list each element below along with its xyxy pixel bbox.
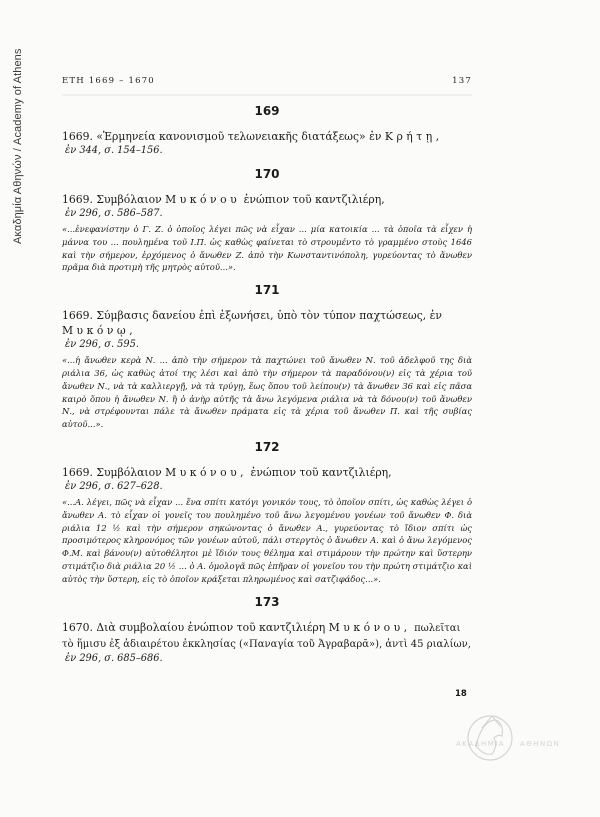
quotation: «...ἡ ἄνωθεν κερὰ Ν. ... ἀπὸ τὴν σήμερον τὰ παχτώνει τοῦ ἄνωθεν Ν. τοῦ ἀδελφοῦ της διὰ ριάλια 36, ὡς καθὼς ἀτοί της λέσι καὶ ἀπὸ τὴν σήμερον τὰ παραδόνου(ν) εἰς τὰ χέρια τοῦ ἄνωθεν Ν., νὰ τὰ καλλιεργῇ, νὰ τὰ τρύγῃ, ἕως ὅπου τοῦ λείπου(ν) τὰ ἄνωθεν 36 καὶ εἰς πᾶσα καιρὸ ὅπου ἡ ἄνωθεν Ν. ἢ ὁ ἀνὴρ αὐτῆς τὰ ἄνω λεγόμενα ριάλια νὰ τὰ δόνου(ν) τοῦ ἄνωθεν Ν., νὰ στρέφουνται πάλε τὰ ἄνωθεν πράματα εἰς τὰ χέρια τοῦ ἄνωθεν Π. καὶ τῆς συβίας αὐτοῦ...». <box>62 355 472 430</box>
place-name: Μυκόνῳ, <box>62 324 137 338</box>
entry-text: 1669. Συμβόλαιον Μυκόνου, ἐνώπιον τοῦ καντζιλιέρη, <box>62 465 392 479</box>
section-173 <box>62 595 472 666</box>
academy-logo-icon <box>452 706 572 776</box>
entry-text: 1669. «Ἑρμηνεία κανονισμοῦ τελωνειακῆς διατάξεως» ἐν Κρήτῃ, <box>62 130 443 143</box>
section-169 <box>62 104 472 158</box>
entry-text: 1670. Διὰ συμβολαίου ἐνώπιον τοῦ καντζιλιέρη Μυκόνου, πωλεῖται τὸ ἥμισυ ἐξ ἀδιαιρέτου ἐκκλησίας («Παναγία τοῦ Ἀγραβαρᾶ»), ἀντὶ 45 ριαλίων, <box>62 620 471 650</box>
logo-text-left: ΑΚΑΔΗΜΙΑ <box>456 740 506 748</box>
side-watermark: Ακαδημία Αθηνών / Academy of Athens <box>12 48 24 244</box>
section-171 <box>62 283 472 431</box>
section-170 <box>62 167 472 274</box>
section-number: 173 <box>254 594 280 609</box>
place-name: Μυκόνου <box>165 193 241 206</box>
entries <box>62 98 472 666</box>
header-title: ΕΤΗ 1669 – 1670 <box>62 76 155 86</box>
entry-text: 1669. Συμβόλαιον Μυκόνου ἐνώπιον τοῦ καντζιλιέρη, <box>62 193 385 206</box>
quotation: «...ἐνεφανίστην ὁ Γ. Ζ. ὁ ὁποῖος λέγει πῶς νὰ εἶχαν ... μία κατοικία ... τὰ ὁποῖα τὰ εἶχεν ἡ μάννα του ... πουλημένα τοῦ Ι.Π. ὡς καθὼς φαίνεται τὸ στρουμέντο τὸ γραμμένο στοὺς 1646 καὶ τὴν σήμερον, ἐρχόμενος ὁ ἄνωθεν Ζ. ἀπὸ τὴν Κωνσταντινόπολη, γυρεύοντας τὸ ἄνωθεν πρᾶμα διὰ προτιμὴ τῆς μητρὸς αὐτοῦ...». <box>62 224 472 273</box>
running-header <box>62 76 472 86</box>
reference: ἐν 296, σ. 685–686. <box>65 652 163 664</box>
place-name: Μυκόνου, <box>328 620 411 634</box>
header-rule <box>62 94 472 96</box>
reference: ἐν 296, σ. 595. <box>65 339 139 351</box>
quotation: «...Α. λέγει, πῶς νὰ εἶχαν ... ἕνα σπίτι κατόγι γονικόν τους, τὸ ὁποῖον σπίτι, ὡς καθὼς λέγει ὁ ἄνωθεν Α. τὸ εἶχαν οἱ γονεῖς του πουλημένο τοῦ ἄνω λεγομένου γονέων τοῦ ἄνωθεν Φ. διὰ ριάλια 12 ½ καὶ τὴν σήμερον σηκώνοντας ὁ ἄνωθεν Α., γυρεύοντας τὸ ἴδιον σπίτι ὡς προσιμότερος κληρονόμος τῶν γονέων αὐτοῦ, πάλι στεργτὸς ὁ ἄνωθεν Α. καὶ ὁ ἄνω λεγόμενος Φ.Μ. καὶ βάνου(ν) αὐτοθέλητοι μὲ ἴδιόν τους θέλημα καὶ στιμάρουν τὴν πρώτην καὶ ὕστερην στιμάτζιο διὰ ριάλια 20 ½ ... ὁ Α. ὁμολογᾶ πῶς ἐπῆραν οἱ γονεῖου του τὴν πρώτη στιμάτζιο καὶ αὐτὸς τὴν ὕστερη, εἰς τὸ ὁποῖον κράξεται πληρωμένος καὶ σατζιφάδος...». <box>62 496 472 584</box>
signature-number: 18 <box>455 689 467 699</box>
section-number: 170 <box>254 167 280 181</box>
section-number: 169 <box>254 104 280 118</box>
page-number: 137 <box>452 76 472 86</box>
reference: ἐν 344, σ. 154–156. <box>65 145 163 156</box>
logo-text-right: ΑΘΗΝΩΝ <box>520 740 561 748</box>
entry-text: 1669. Σύμβασις δανείου ἐπὶ ἐξωνήσει, ὑπὸ τὸν τύπον παχτώσεως, ἐν Μυκόνῳ, <box>62 309 442 338</box>
reference: ἐν 296, σ. 627–628. <box>65 480 163 492</box>
place-name: Μυκόνου, <box>165 465 248 479</box>
section-172 <box>62 440 472 586</box>
reference: ἐν 296, σ. 586–587. <box>65 208 163 219</box>
section-number: 172 <box>254 439 280 454</box>
place-name: Κρήτῃ, <box>384 130 443 143</box>
section-number: 171 <box>254 283 280 298</box>
